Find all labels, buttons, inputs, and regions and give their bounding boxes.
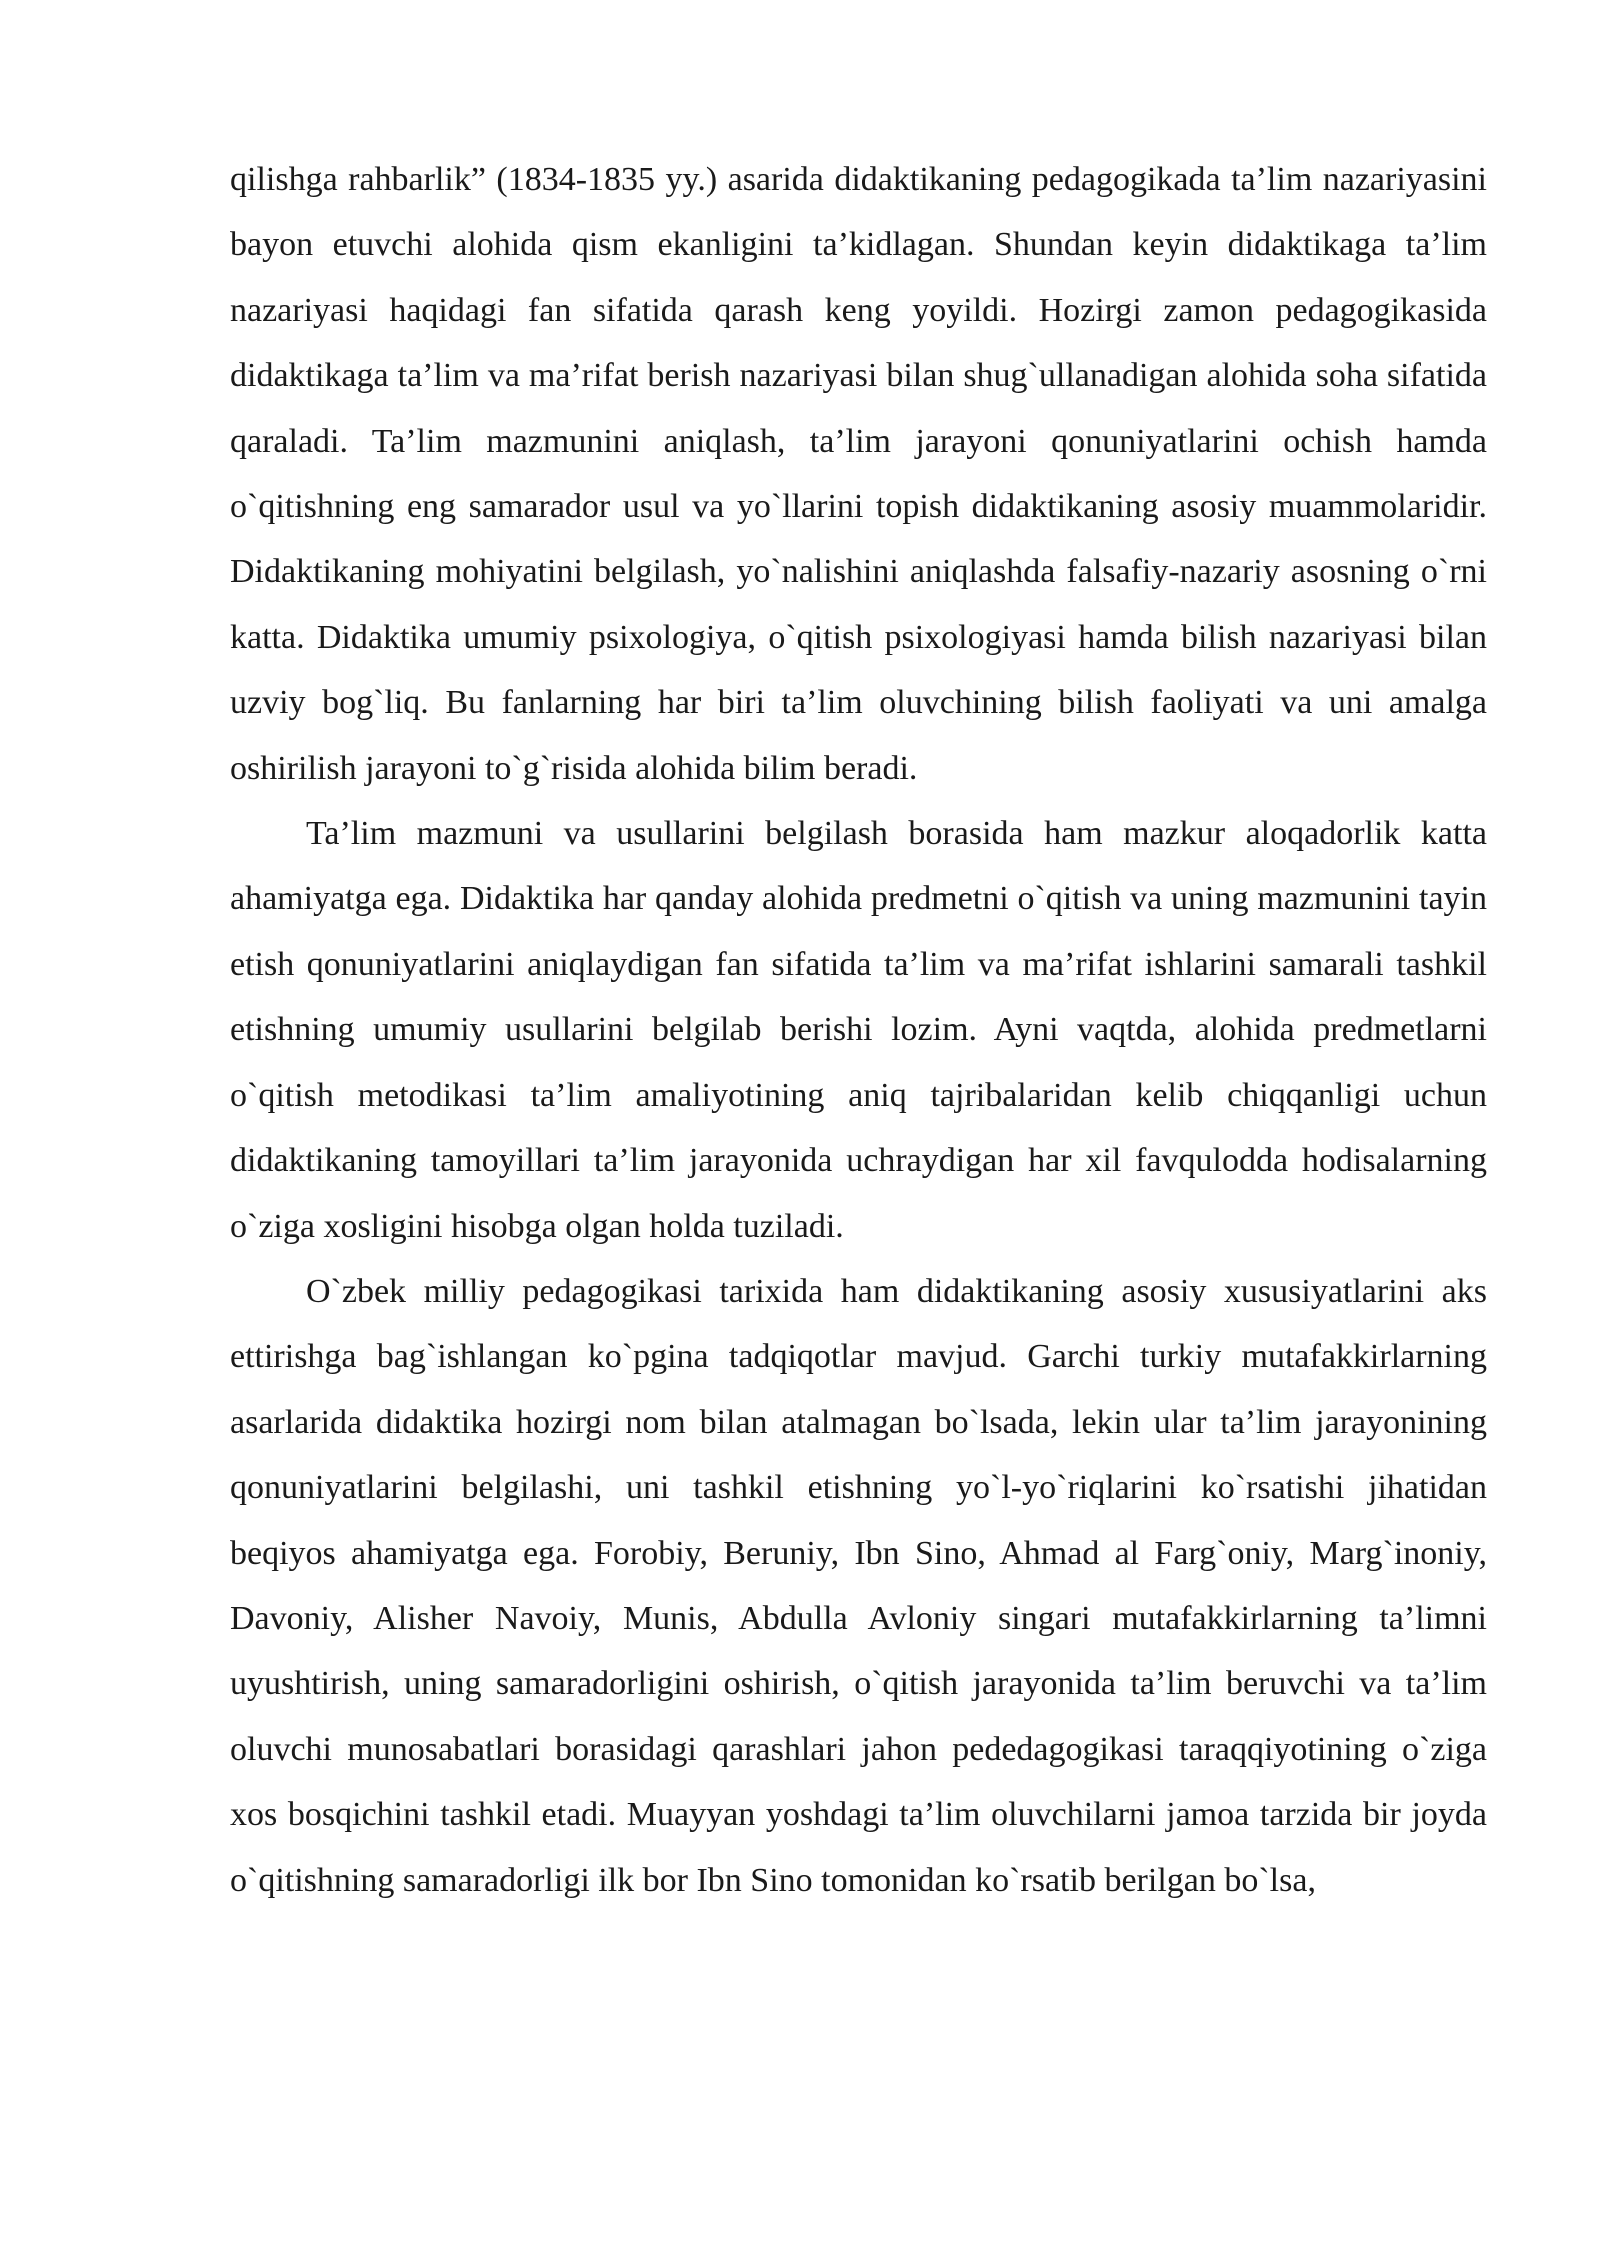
document-page <box>230 147 1487 1913</box>
paragraph-3: O`zbek milliy pedagogikasi tarixida ham didaktikaning asosiy xususiyatlarini aks ettirishga bag`ishlangan ko`pgina tadqiqotlar mavjud. Garchi turkiy mutafakkirlarning asarlarida didaktika hozirgi nom bilan atalmagan bo`lsada, lekin ular ta’lim jarayonining qonuniyatlarini belgilashi, uni tashkil etishning yo`l-yo`riqlarini ko`rsatishi jihatidan beqiyos ahamiyatga ega. Forobiy, Beruniy, Ibn Sino, Ahmad al Farg`oniy, Marg`inoniy, Davoniy, Alisher Navoiy, Munis, Abdulla Avloniy singari mutafakkirlarning ta’limni uyushtirish, uning samaradorligini oshirish, o`qitish jarayonida ta’lim beruvchi va ta’lim oluvchi munosabatlari borasidagi qarashlari jahon pededagogikasi taraqqiyotining o`ziga xos bosqichini tashkil etadi. Muayyan yoshdagi ta’lim oluvchilarni jamoa tarzida bir joyda o`qitishning samaradorligi ilk bor Ibn Sino tomonidan ko`rsatib berilgan bo`lsa, <box>230 1272 1487 1899</box>
paragraph-1: qilishga rahbarlik” (1834-1835 yy.) asarida didaktikaning pedagogikada ta’lim nazariyasini bayon etuvchi alohida qism ekanligini ta’kidlagan. Shundan keyin didaktikaga ta’lim nazariyasi haqidagi fan sifatida qarash keng yoyildi. Hozirgi zamon pedagogikasida didaktikaga ta’lim va ma’rifat berish nazariyasi bilan shug`ullanadigan alohida soha sifatida qaraladi. Ta’lim mazmunini aniqlash, ta’lim jarayoni qonuniyatlarini ochish hamda o`qitishning eng samarador usul va yo`llarini topish didaktikaning asosiy muammolaridir. Didaktikaning mohiyatini belgilash, yo`nalishini aniqlashda falsafiy-nazariy asosning o`rni katta. Didaktika umumiy psixologiya, o`qitish psixologiyasi hamda bilish nazariyasi bilan uzviy bog`liq. Bu fanlarning har biri ta’lim oluvchining bilish faoliyati va uni amalga oshirilish jarayoni to`g`risida alohida bilim beradi. <box>230 161 1487 787</box>
paragraph-2: Ta’lim mazmuni va usullarini belgilash borasida ham mazkur aloqadorlik katta ahamiyatga ega. Didaktika har qanday alohida predmetni o`qitish va uning mazmunini tayin etish qonuniyatlarini aniqlaydigan fan sifatida ta’lim va ma’rifat ishlarini samarali tashkil etishning umumiy usullarini belgilab berishi lozim. Ayni vaqtda, alohida predmetlarni o`qitish metodikasi ta’lim amaliyotining aniq tajribalaridan kelib chiqqanligi uchun didaktikaning tamoyillari ta’lim jarayonida uchraydigan har xil favqulodda hodisalarning o`ziga xosligini hisobga olgan holda tuziladi. <box>230 815 1487 1245</box>
